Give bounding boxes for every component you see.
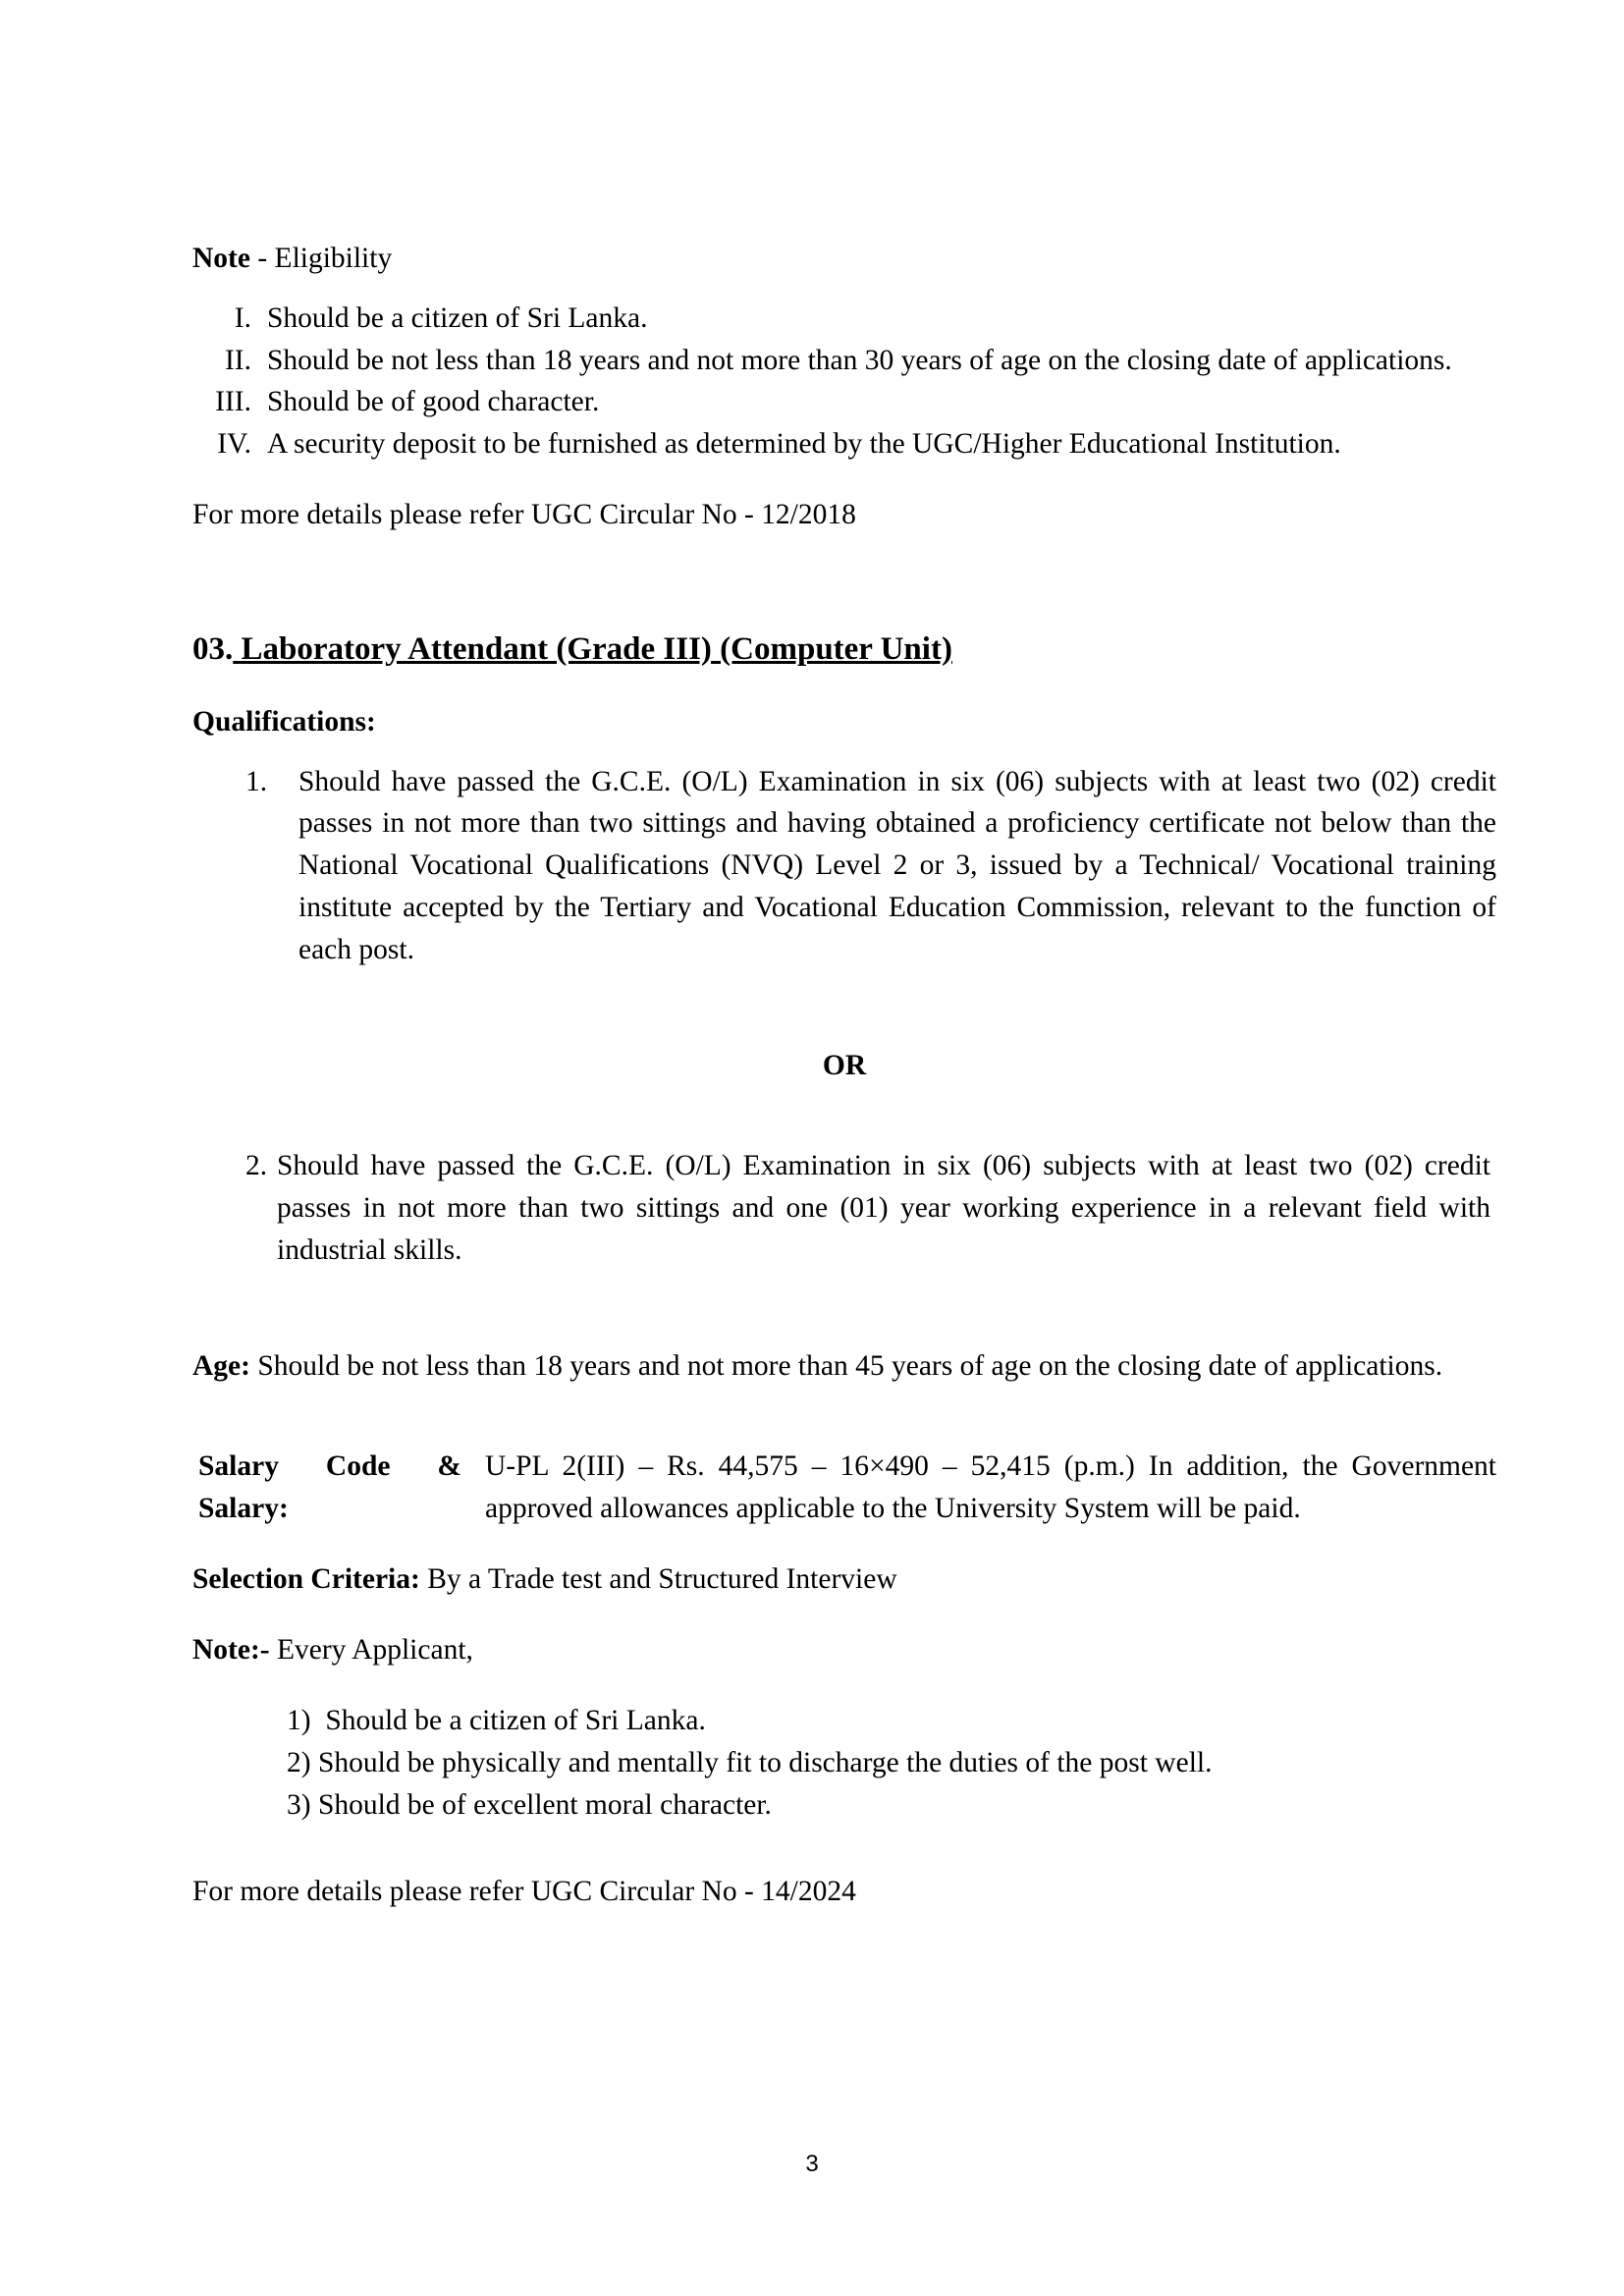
note-eligibility-rest: - Eligibility [249, 243, 393, 274]
qualification-marker: 1. [245, 765, 268, 797]
section-number: 03. [192, 630, 234, 667]
applicant-note-label: Note:- [192, 1633, 270, 1666]
applicant-note-list [192, 1700, 1496, 1826]
selection-criteria-text: By a Trade test and Structured Interview [419, 1562, 897, 1595]
applicant-note-text: Every Applicant, [269, 1633, 473, 1666]
note-eligibility-heading [192, 239, 1496, 280]
qualification-text: Should have passed the G.C.E. (O/L) Examination in six (06) subjects with at least two (02) credit passes in not more than two sittings and having obtained a proficiency certificate not below than the National Vocational Qualifications (NVQ) Level 2 or 3, issued by a Technical/ Vocational training institute accepted by the Tertiary and Vocational Education Commission, relevant to the function of each post. [298, 765, 1496, 965]
list-item: 2) Should be physically and mentally fit to discharge the duties of the post well. [287, 1747, 1213, 1779]
age-text: Should be not less than 18 years and not more than 45 years of age on the closing date of applications. [249, 1349, 1443, 1382]
list-text: Should be a citizen of Sri Lanka. [267, 301, 648, 334]
selection-criteria-label: Selection Criteria: [192, 1562, 420, 1595]
note-label: Note [192, 243, 250, 274]
list-text: A security deposit to be furnished as determined by the UGC/Higher Educational Institution. [267, 428, 1341, 461]
list-marker: IV. [217, 428, 251, 461]
page-content [192, 239, 1496, 1913]
qualification-marker: 2. [245, 1150, 268, 1182]
spacer [192, 673, 1496, 702]
age-label: Age: [192, 1349, 250, 1382]
spacer [192, 1116, 1496, 1145]
list-text: Should be of good character. [267, 386, 600, 418]
list-marker: III. [215, 386, 251, 418]
qualifications-label: Qualifications: [192, 705, 376, 738]
page-number: 3 [805, 2151, 819, 2177]
or-separator: OR [822, 1049, 867, 1081]
list-item: 1) Should be a citizen of Sri Lanka. [287, 1705, 706, 1737]
spacer [192, 280, 1496, 298]
qualification-item-2 [192, 1145, 1496, 1271]
spacer [192, 1601, 1496, 1630]
spacer [192, 1827, 1496, 1872]
list-text: Should be not less than 18 years and not more than 30 years of age on the closing date of applications. [267, 344, 1452, 376]
list-marker: II. [224, 344, 251, 376]
spacer [192, 1416, 1496, 1446]
list-item [192, 381, 1496, 423]
salary-row [192, 1446, 1496, 1530]
section-heading [192, 627, 1496, 673]
eligibility-list [192, 298, 1496, 465]
list-item [192, 340, 1496, 382]
qualification-item-1 [192, 761, 1496, 971]
spacer [192, 1271, 1496, 1316]
list-item [192, 423, 1496, 465]
spacer [192, 536, 1496, 627]
spacer [192, 1530, 1496, 1559]
applicant-note [192, 1630, 1496, 1671]
salary-text: U-PL 2(III) – Rs. 44,575 – 16×490 – 52,415 (p.m.) In addition, the Government approved allowances applicable to the University System will be paid. [485, 1450, 1496, 1524]
spacer [192, 743, 1496, 761]
spacer [192, 1670, 1496, 1700]
list-item: 3) Should be of excellent moral character. [287, 1789, 772, 1822]
list-item [192, 298, 1496, 340]
selection-criteria [192, 1559, 1496, 1601]
spacer [192, 970, 1496, 1015]
ugc-circular-reference-1: For more details please refer UGC Circular No - 12/2018 [192, 498, 856, 530]
ugc-circular-reference-2: For more details please refer UGC Circular No - 14/2024 [192, 1875, 856, 1907]
section-title: Laboratory Attendant (Grade III) (Computer Unit) [233, 630, 952, 667]
qualification-text: Should have passed the G.C.E. (O/L) Examination in six (06) subjects with at least two (02) credit passes in not more than two sittings and one (01) year working experience in a relevant field with industrial skills. [277, 1150, 1490, 1266]
age-requirement [192, 1345, 1496, 1388]
salary-label: Salary Code & Salary: [198, 1450, 461, 1524]
spacer [192, 465, 1496, 495]
list-marker: I. [234, 301, 251, 334]
